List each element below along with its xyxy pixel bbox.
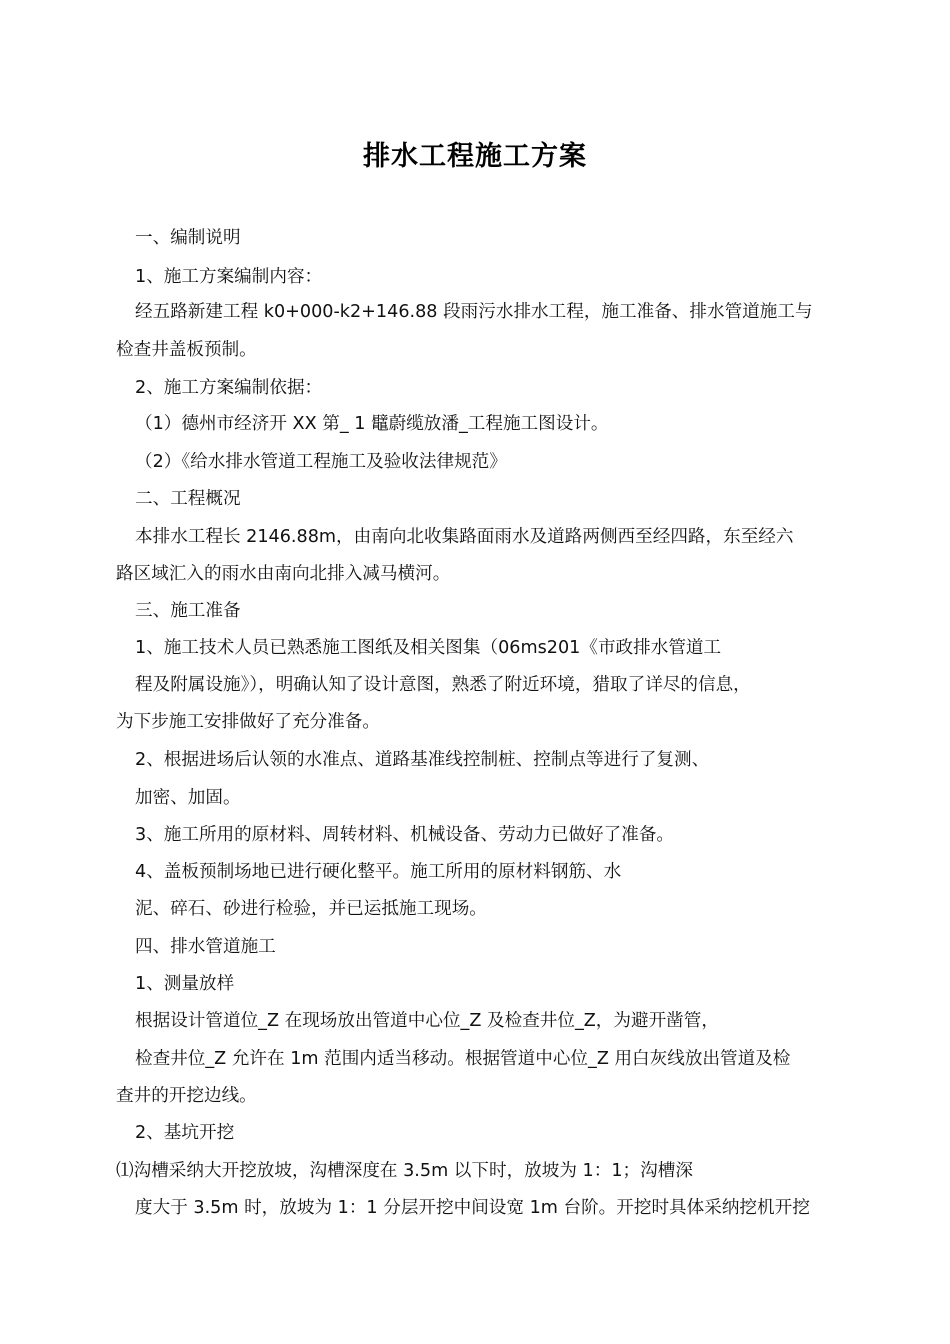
- paragraph-line: 泥、碎石、砂进行检验，并已运抵施工现场。: [135, 899, 487, 919]
- section-heading: 四、排水管道施工: [135, 937, 276, 957]
- section-heading: 三、施工准备: [135, 601, 241, 621]
- paragraph-line: 3、施工所用的原材料、周转材料、机械设备、劳动力已做好了准备。: [135, 825, 675, 845]
- paragraph-line: 查井的开挖边线。: [116, 1086, 257, 1106]
- paragraph-line: 检查井位_Z 允许在 1m 范围内适当移动。根据管道中心位_Z 用白灰线放出管道及检: [135, 1049, 791, 1069]
- paragraph-line: 程及附属设施》），明确认知了设计意图，熟悉了附近环境，猎取了详尽的信息，: [135, 675, 751, 695]
- list-item: （2）《给水排水管道工程施工及验收法律规范》: [135, 452, 507, 472]
- paragraph-line: 检查井盖板预制。: [116, 340, 257, 360]
- paragraph-line: 为下步施工安排做好了充分准备。: [116, 712, 380, 732]
- paragraph-line: 经五路新建工程 k0+000-k2+146.88 段雨污水排水工程，施工准备、排水管道施工与: [135, 302, 813, 322]
- section-heading: 二、工程概况: [135, 489, 241, 509]
- subsection-heading: 2、基坑开挖: [135, 1123, 235, 1143]
- paragraph-line: 根据设计管道位_Z 在现场放出管道中心位_Z 及检查井位_Z，为避开凿管，: [135, 1011, 719, 1031]
- list-item: （1）德州市经济开 XX 第_ 1 鼊蔚缆放潘_工程施工图设计。: [135, 414, 609, 434]
- paragraph-line: 4、盖板预制场地已进行硬化整平。施工所用的原材料钢筋、水: [135, 862, 622, 882]
- document-title: 排水工程施工方案: [363, 141, 587, 172]
- paragraph-line: ⑴沟槽采纳大开挖放坡，沟槽深度在 3.5m 以下时，放坡为 1：1；沟槽深: [116, 1161, 693, 1181]
- paragraph-line: 度大于 3.5m 时，放坡为 1：1 分层开挖中间设宽 1m 台阶。开挖时具体采纳挖机开挖: [135, 1198, 810, 1218]
- subsection-heading: 2、施工方案编制依据：: [135, 378, 323, 398]
- paragraph-line: 本排水工程长 2146.88m，由南向北收集路面雨水及道路两侧西至经四路，东至经六: [135, 527, 794, 547]
- section-heading: 一、编制说明: [135, 228, 241, 248]
- paragraph-line: 1、施工技术人员已熟悉施工图纸及相关图集（06ms201《市政排水管道工: [135, 638, 722, 658]
- paragraph-line: 加密、加固。: [135, 788, 241, 808]
- subsection-heading: 1、施工方案编制内容：: [135, 267, 323, 287]
- paragraph-line: 2、根据进场后认领的水准点、道路基准线控制桩、控制点等进行了复测、: [135, 750, 710, 770]
- subsection-heading: 1、测量放样: [135, 974, 235, 994]
- paragraph-line: 路区域汇入的雨水由南向北排入减马横河。: [116, 564, 451, 584]
